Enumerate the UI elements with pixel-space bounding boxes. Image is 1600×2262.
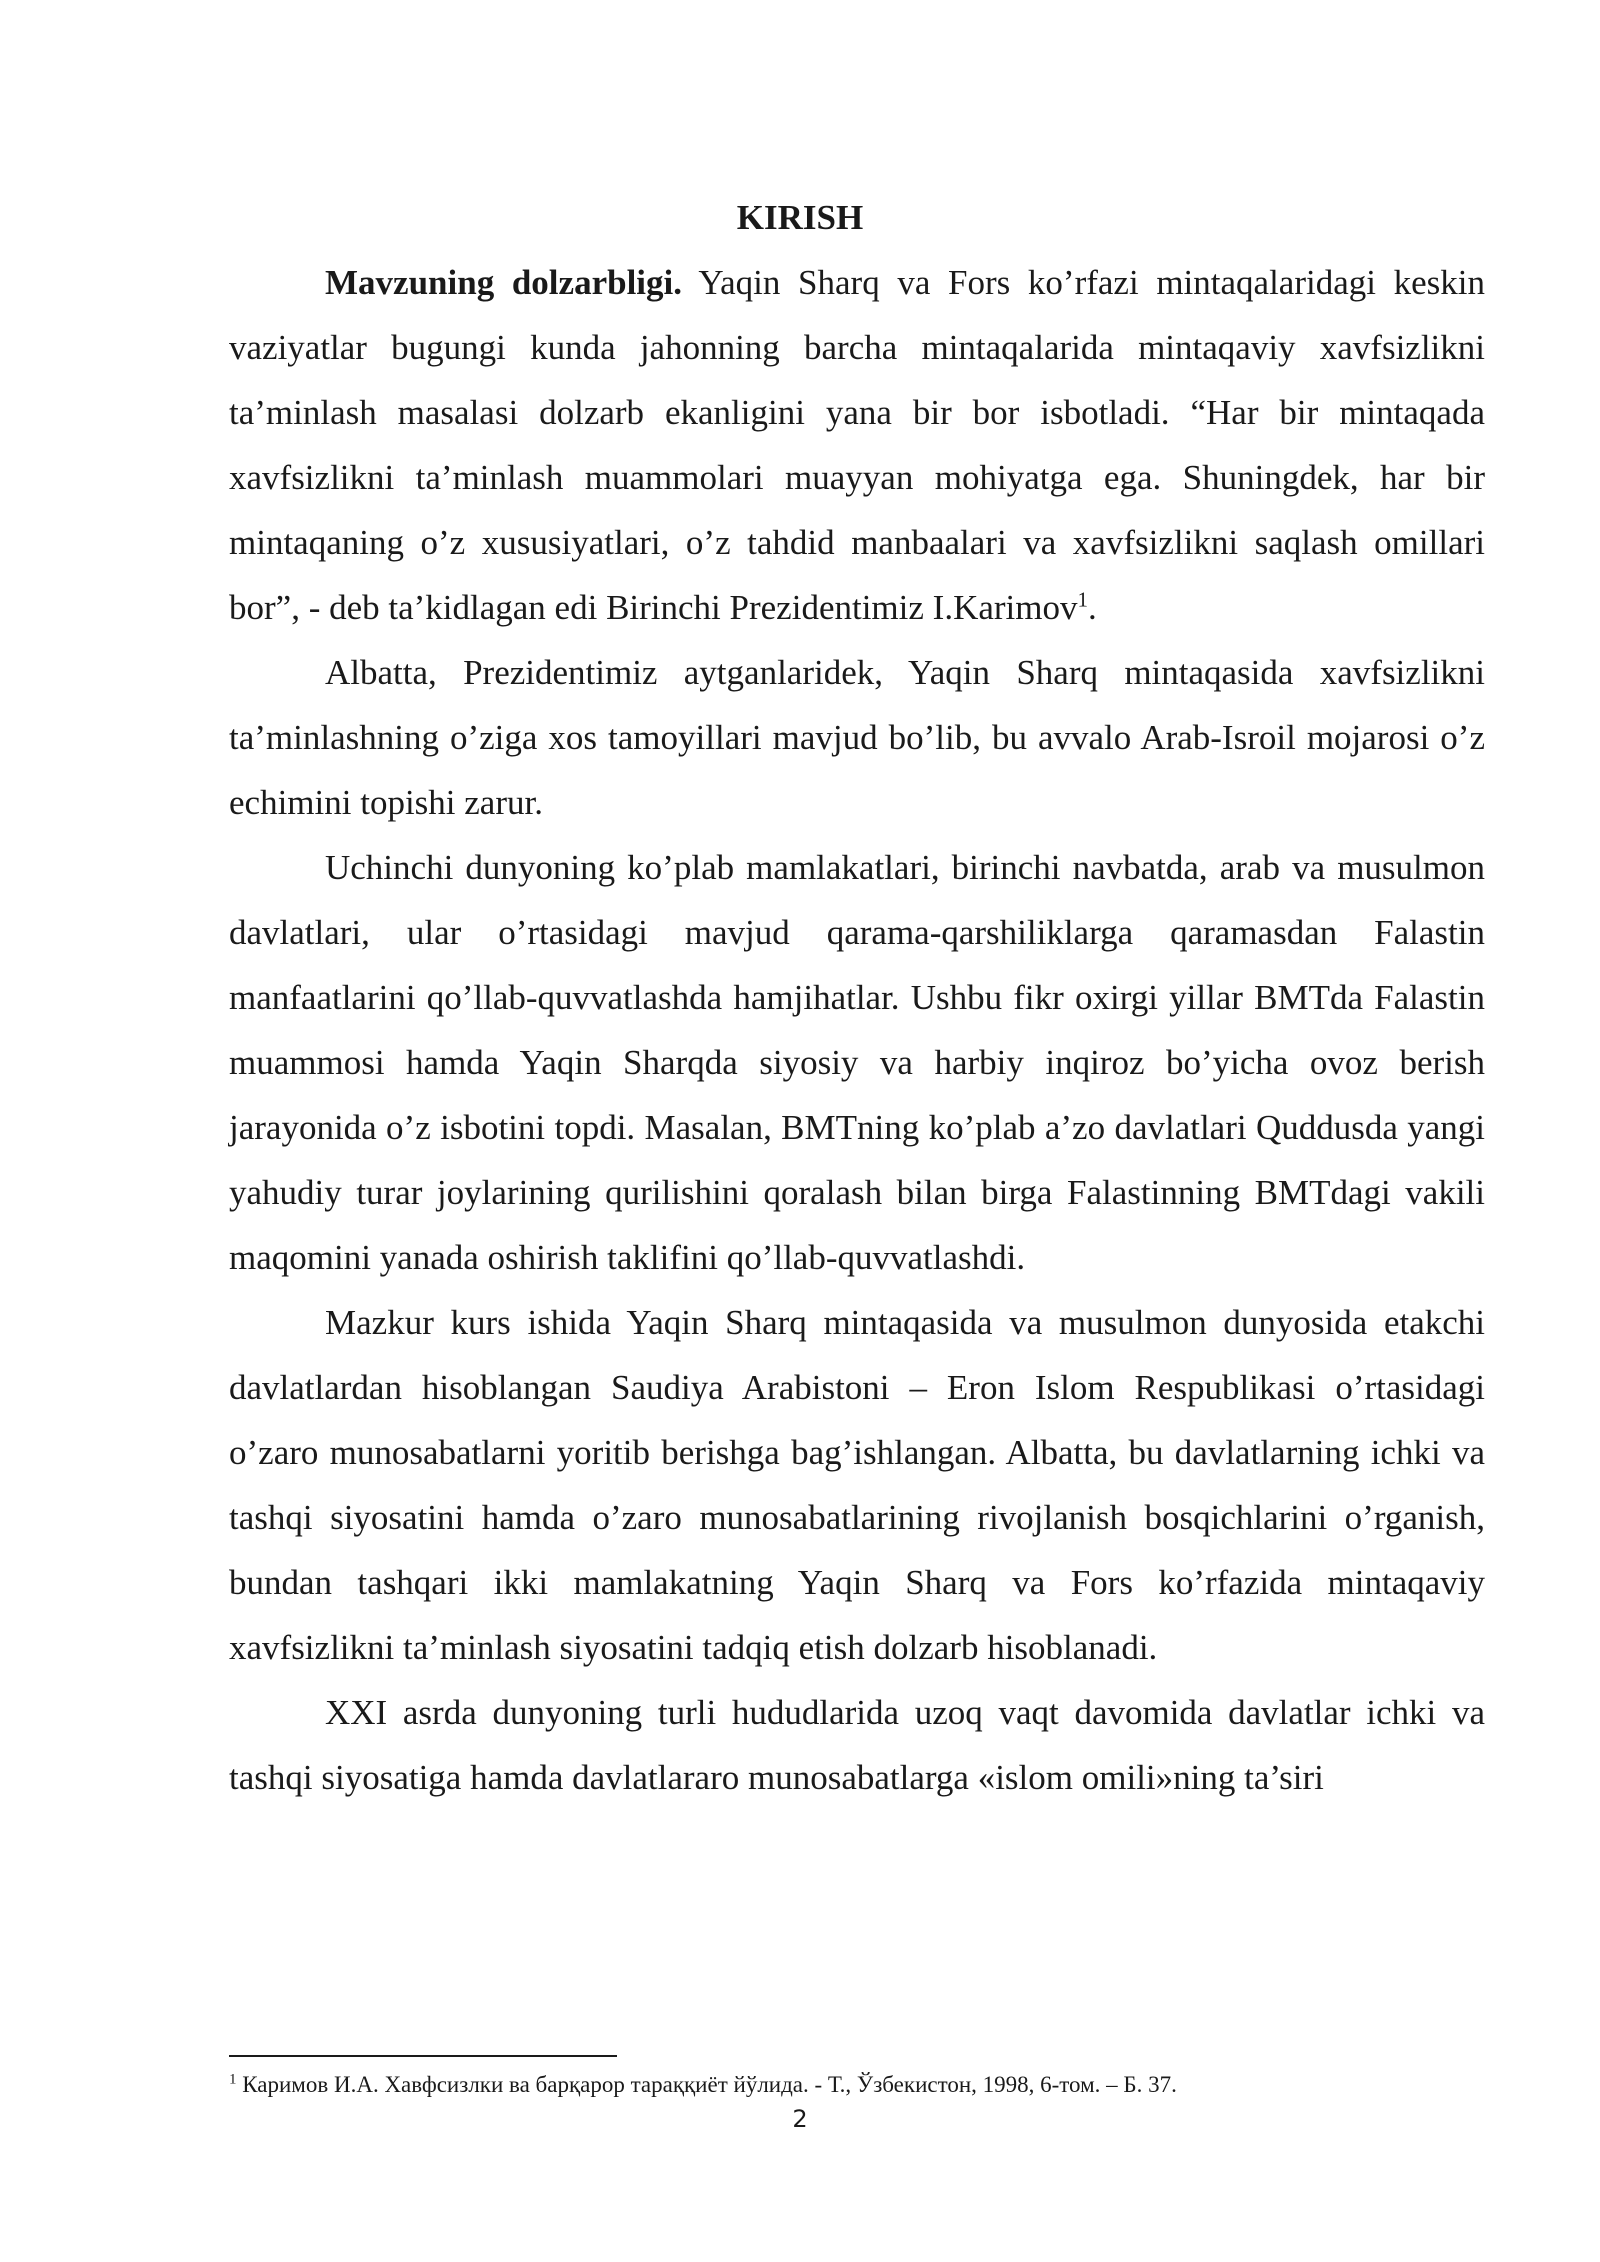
- section-heading: KIRISH: [736, 198, 864, 237]
- paragraph-lead: Mavzuning dolzarbligi.: [325, 263, 682, 302]
- footnote-reference: 1: [1077, 587, 1088, 612]
- footnote-text: Каримов И.А. Хавфсизлки ва барқарор тараққиёт йўлида. - Т., Ўзбекистон, 1998, 6-том. – Б. 37.: [236, 2072, 1177, 2097]
- footnote-divider: [229, 2055, 617, 2057]
- paragraph-2: Albatta, Prezidentimiz aytganlaridek, Yaqin Sharq mintaqasida xavfsizlikni ta’minlashning o’ziga xos tamoyillari mavjud bo’lib, bu avvalo Arab-Isroil mojarosi o’z echimini topishi zarur.: [229, 653, 1485, 822]
- footnote: [229, 2070, 1485, 2100]
- paragraph-3: Uchinchi dunyoning ko’plab mamlakatlari, birinchi navbatda, arab va musulmon davlatlari, ular o’rtasidagi mavjud qarama-qarshiliklarga qaramasdan Falastin manfaatlarini qo’llab-quvvatlashda hamjihatlar. Ushbu fikr oxirgi yillar BMTda Falastin muammosi hamda Yaqin Sharqda siyosiy va harbiy inqiroz bo’yicha ovoz berish jarayonida o’z isbotini topdi. Masalan, BMTning ko’plab a’zo davlatlari Quddusda yangi yahudiy turar joylarining qurilishini qoralash bilan birga Falastinning BMTdagi vakili maqomini yanada oshirish taklifini qo’llab-quvvatlashdi.: [229, 848, 1485, 1277]
- body-text: [229, 250, 1485, 1810]
- paragraph-4: Mazkur kurs ishida Yaqin Sharq mintaqasida va musulmon dunyosida etakchi davlatlardan hisoblangan Saudiya Arabistoni – Eron Islom Respublikasi o’rtasidagi o’zaro munosabatlarni yoritib berishga bag’ishlangan. Albatta, bu davlatlarning ichki va tashqi siyosatini hamda o’zaro munosabatlarining rivojlanish bosqichlarini o’rganish, bundan tashqari ikki mamlakatning Yaqin Sharq va Fors ko’rfazida mintaqaviy xavfsizlikni ta’minlash siyosatini tadqiq etish dolzarb hisoblanadi.: [229, 1303, 1485, 1667]
- paragraph-text: Yaqin Sharq va Fors ko’rfazi mintaqalaridagi keskin vaziyatlar bugungi kunda jahonning barcha mintaqalarida mintaqaviy xavfsizlikni ta’minlash masalasi dolzarb ekanligini yana bir bor isbotladi. “Har bir mintaqada xavfsizlikni ta’minlash muammolari muayyan mohiyatga ega. Shuningdek, har bir mintaqaning o’z xususiyatlari, o’z tahdid manbaalari va xavfsizlikni saqlash omillari bor”, - deb ta’kidlagan edi Birinchi Prezidentimiz I.Karimov: [229, 263, 1485, 627]
- paragraph-1: [229, 250, 1485, 640]
- paragraph-tail: .: [1087, 588, 1097, 627]
- page-number: 2: [792, 2105, 808, 2133]
- paragraph-5: XXI asrda dunyoning turli hududlarida uzoq vaqt davomida davlatlar ichki va tashqi siyosatiga hamda davlatlararo munosabatlarga «islom omili»ning ta’siri: [229, 1693, 1485, 1797]
- footnote-marker: 1: [229, 2071, 237, 2088]
